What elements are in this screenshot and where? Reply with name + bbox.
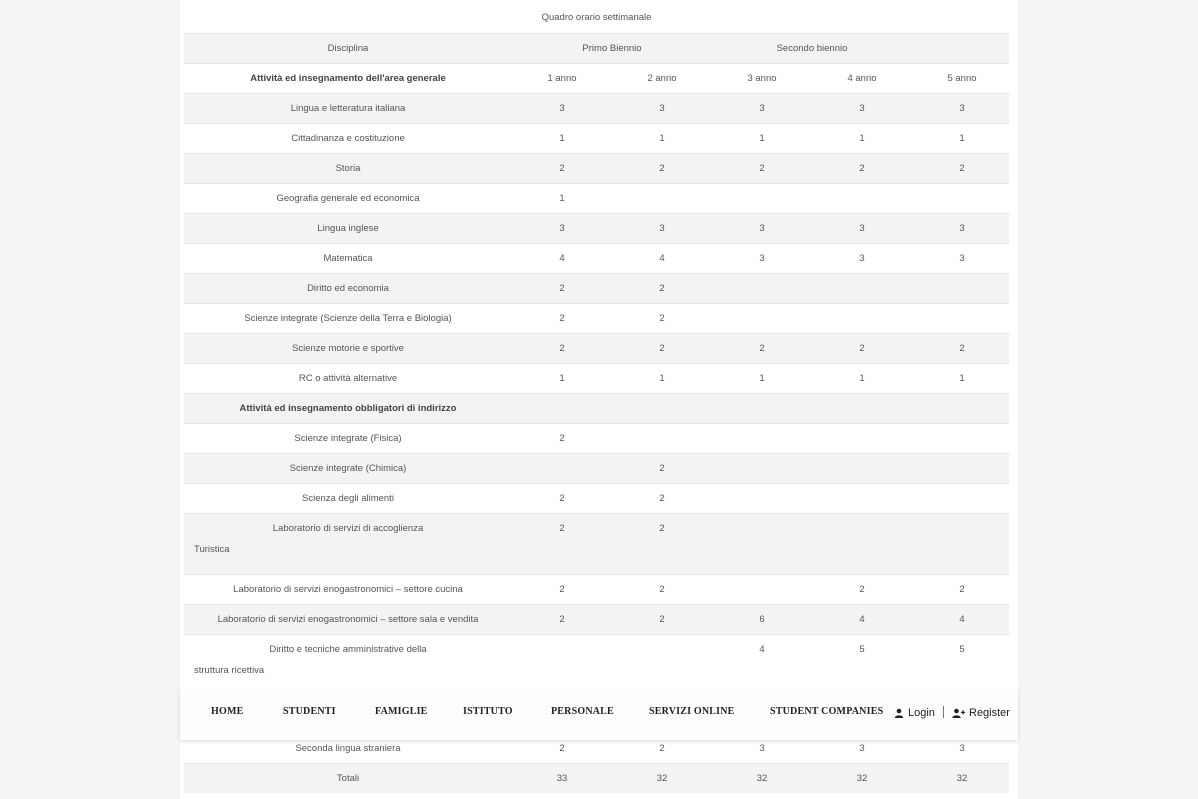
- hours-cell: [712, 484, 812, 513]
- hours-cell: [912, 514, 1012, 543]
- hours-cell: [512, 635, 612, 664]
- hours-cell: [812, 454, 912, 483]
- hours-cell: 2: [559, 493, 565, 504]
- hours-cell: 1: [959, 133, 965, 144]
- hours-cell: [912, 274, 1012, 303]
- hours-cell: 2: [659, 463, 665, 474]
- hours-cell: [712, 184, 812, 213]
- hours-cell: 3: [659, 223, 665, 234]
- table-row: [184, 423, 1009, 453]
- subject-name: RC o attività alternative: [298, 373, 398, 384]
- subject-name: Geografia generale ed economica: [276, 193, 420, 204]
- hours-cell: [712, 454, 812, 483]
- table-row: [184, 93, 1009, 123]
- subject-name: Lingua e letteratura italiana: [290, 103, 406, 114]
- total-cell: 32: [856, 773, 868, 784]
- nav-personale[interactable]: PERSONALE: [551, 706, 614, 717]
- hours-cell: [912, 424, 1012, 453]
- hours-cell: 2: [959, 163, 965, 174]
- hours-cell: 2: [659, 283, 665, 294]
- hours-cell: 5: [859, 644, 865, 655]
- table-header-row: [184, 33, 1009, 63]
- hours-cell: 1: [659, 133, 665, 144]
- header-secondo-biennio: Secondo biennio: [776, 43, 848, 54]
- year-header: 4 anno: [847, 73, 877, 84]
- hours-cell: 2: [659, 584, 665, 595]
- table-row: [184, 513, 1009, 574]
- hours-cell: 2: [859, 343, 865, 354]
- year-header: 1 anno: [547, 73, 577, 84]
- hours-cell: 1: [559, 193, 565, 204]
- hours-cell: 2: [559, 343, 565, 354]
- table-row: [184, 273, 1009, 303]
- hours-cell: 3: [559, 223, 565, 234]
- hours-cell: 1: [959, 373, 965, 384]
- hours-cell: 2: [659, 163, 665, 174]
- section-indirizzo-label: Attività ed insegnamento obbligatori di indirizzo: [239, 403, 457, 414]
- nav-divider: [943, 706, 944, 718]
- year-header: 2 anno: [647, 73, 677, 84]
- hours-cell: 3: [959, 743, 965, 754]
- hours-cell: [612, 635, 712, 664]
- hours-cell: [712, 424, 812, 453]
- table-row: [184, 483, 1009, 513]
- hours-cell: 3: [959, 253, 965, 264]
- hours-cell: [912, 304, 1012, 333]
- hours-cell: 2: [659, 493, 665, 504]
- hours-cell: 2: [659, 614, 665, 625]
- register-link[interactable]: [952, 688, 1010, 738]
- nav-student-companies[interactable]: STUDENT COMPANIES: [770, 706, 884, 717]
- table-row: [184, 363, 1009, 393]
- table-row: [184, 123, 1009, 153]
- hours-cell: 2: [559, 283, 565, 294]
- timetable-bottom: [184, 733, 1009, 793]
- hours-cell: 2: [659, 313, 665, 324]
- table-row: [184, 153, 1009, 183]
- hours-cell: 2: [759, 343, 765, 354]
- table-title-row: [184, 3, 1009, 33]
- subject-name: Diritto ed economia: [307, 283, 389, 294]
- hours-cell: 2: [859, 584, 865, 595]
- user-icon: [894, 708, 904, 718]
- subject-name: Cittadinanza e costituzione: [291, 133, 405, 144]
- hours-cell: [812, 424, 912, 453]
- hours-cell: 2: [559, 433, 565, 444]
- hours-cell: 2: [659, 343, 665, 354]
- table-row: [184, 333, 1009, 363]
- hours-cell: 2: [559, 313, 565, 324]
- hours-cell: [612, 424, 712, 453]
- subject-name-continued: Turistica: [194, 544, 230, 555]
- hours-cell: [612, 184, 712, 213]
- hours-cell: 2: [559, 523, 565, 534]
- total-cell: 32: [956, 773, 968, 784]
- nav-istituto[interactable]: ISTITUTO: [463, 706, 513, 717]
- hours-cell: 1: [759, 133, 765, 144]
- subject-name: Storia: [335, 163, 361, 174]
- nav-servizi-online[interactable]: SERVIZI ONLINE: [649, 706, 735, 717]
- hours-cell: [712, 304, 812, 333]
- hours-cell: 3: [759, 743, 765, 754]
- timetable: [184, 3, 1009, 695]
- hours-cell: 3: [659, 103, 665, 114]
- subject-name: Seconda lingua straniera: [295, 743, 401, 754]
- total-cell: 32: [656, 773, 668, 784]
- hours-cell: [812, 274, 912, 303]
- table-row: [184, 243, 1009, 273]
- total-cell: 32: [756, 773, 768, 784]
- subject-name: Matematica: [323, 253, 373, 264]
- hours-cell: [712, 274, 812, 303]
- subject-name: Scienze integrate (Chimica): [289, 463, 407, 474]
- hours-cell: [912, 184, 1012, 213]
- hours-cell: 2: [659, 523, 665, 534]
- hours-cell: 3: [959, 103, 965, 114]
- subject-name: Lingua inglese: [317, 223, 379, 234]
- hours-cell: [812, 184, 912, 213]
- section-general-row: [184, 63, 1009, 93]
- hours-cell: 2: [559, 743, 565, 754]
- hours-cell: [912, 454, 1012, 483]
- hours-cell: 1: [859, 373, 865, 384]
- year-header: 5 anno: [947, 73, 977, 84]
- subject-name: Scienze motorie e sportive: [292, 343, 404, 354]
- hours-cell: 3: [859, 253, 865, 264]
- subject-name: Diritto e tecniche amministrative della: [269, 644, 427, 655]
- totals-row: [184, 763, 1009, 793]
- section-general-label: Attività ed insegnamento dell'area generale: [250, 73, 446, 84]
- hours-cell: [812, 304, 912, 333]
- hours-cell: 2: [659, 743, 665, 754]
- subject-name: Laboratorio di servizi di accoglienza: [272, 523, 424, 534]
- table-row: [184, 634, 1009, 695]
- subject-name-continued: struttura ricettiva: [194, 665, 265, 676]
- hours-cell: 5: [959, 644, 965, 655]
- hours-cell: 4: [659, 253, 665, 264]
- hours-cell: 3: [959, 223, 965, 234]
- total-cell: 33: [556, 773, 568, 784]
- hours-cell: 1: [559, 133, 565, 144]
- hours-cell: 3: [559, 103, 565, 114]
- table-title: Quadro orario settimanale: [541, 12, 652, 23]
- subject-name: Laboratorio di servizi enogastronomici – settore cucina: [233, 584, 463, 595]
- hours-cell: 3: [859, 743, 865, 754]
- register-label: Register: [969, 707, 1010, 719]
- login-link[interactable]: [894, 688, 935, 738]
- hours-cell: 3: [759, 103, 765, 114]
- hours-cell: 2: [559, 614, 565, 625]
- hours-cell: 3: [859, 103, 865, 114]
- hours-cell: 2: [959, 343, 965, 354]
- hours-cell: 6: [759, 614, 765, 625]
- totals-label: Totali: [336, 773, 360, 784]
- hours-cell: 2: [859, 163, 865, 174]
- hours-cell: [512, 454, 612, 483]
- hours-cell: 3: [759, 223, 765, 234]
- subject-name: Scienze integrate (Fisica): [294, 433, 402, 444]
- hours-cell: 4: [959, 614, 965, 625]
- hours-cell: 1: [559, 373, 565, 384]
- hours-cell: [712, 514, 812, 543]
- subject-name: Scienze integrate (Scienze della Terra e Biologia): [244, 313, 452, 324]
- table-row: [184, 213, 1009, 243]
- nav-home[interactable]: HOME: [211, 706, 244, 717]
- hours-cell: [912, 484, 1012, 513]
- hours-cell: 4: [559, 253, 565, 264]
- table-row: [184, 453, 1009, 483]
- hours-cell: 2: [959, 584, 965, 595]
- header-discipline: Disciplina: [327, 43, 369, 54]
- main-navbar: [180, 688, 1018, 740]
- hours-cell: [712, 575, 812, 604]
- section-indirizzo-row: [184, 393, 1009, 423]
- header-primo-biennio: Primo Biennio: [582, 43, 642, 54]
- hours-cell: 3: [859, 223, 865, 234]
- hours-cell: 2: [559, 163, 565, 174]
- hours-cell: 1: [759, 373, 765, 384]
- hours-cell: 1: [659, 373, 665, 384]
- page-content: [180, 0, 1018, 799]
- table-row: [184, 604, 1009, 634]
- hours-cell: [812, 484, 912, 513]
- nav-famiglie[interactable]: FAMIGLIE: [375, 706, 428, 717]
- hours-cell: 2: [559, 584, 565, 595]
- hours-cell: 4: [859, 614, 865, 625]
- subject-name: Scienza degli alimenti: [302, 493, 394, 504]
- user-plus-icon: [952, 708, 965, 718]
- hours-cell: [812, 514, 912, 543]
- nav-studenti[interactable]: STUDENTI: [283, 706, 336, 717]
- login-label: Login: [908, 707, 935, 719]
- subject-name: Laboratorio di servizi enogastronomici – settore sala e vendita: [217, 614, 479, 625]
- hours-cell: 2: [759, 163, 765, 174]
- hours-cell: 3: [759, 253, 765, 264]
- year-header: 3 anno: [747, 73, 777, 84]
- table-row: [184, 183, 1009, 213]
- hours-cell: 4: [759, 644, 765, 655]
- table-row: [184, 574, 1009, 604]
- hours-cell: 1: [859, 133, 865, 144]
- table-row: [184, 303, 1009, 333]
